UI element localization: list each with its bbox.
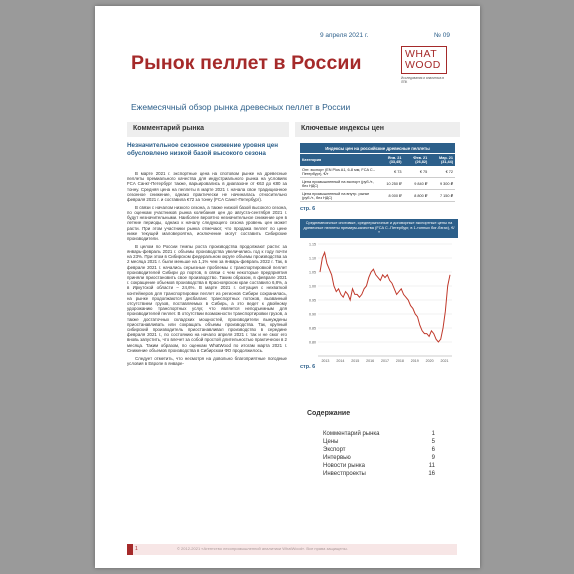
page-title: Рынок пеллет в России bbox=[131, 52, 362, 74]
logo-box bbox=[401, 46, 447, 74]
toc-item-page: 6 bbox=[431, 447, 435, 453]
toc-item-label: Интервью bbox=[323, 455, 351, 461]
toc-item[interactable] bbox=[323, 454, 435, 462]
table-cell: 9 840 ₽ bbox=[404, 178, 430, 190]
toc-item[interactable] bbox=[323, 470, 435, 478]
x-tick-label: 2015 bbox=[351, 359, 360, 363]
whatwood-logo bbox=[401, 46, 447, 100]
logo-line1: WHAT bbox=[405, 48, 438, 60]
y-tick-label: 1.05 bbox=[309, 270, 316, 275]
body-paragraph: Следует отметить, что несмотря на довольно благоприятные погодные условия в Европе в январе- bbox=[127, 355, 287, 366]
y-tick-label: 0.85 bbox=[309, 326, 316, 331]
toc-item-page: 11 bbox=[428, 463, 435, 469]
x-tick-label: 2017 bbox=[381, 359, 389, 363]
series-line bbox=[320, 252, 450, 342]
lede-heading: Незначительное сезонное снижение уровня цен обусловлено низкой базой высокого сезона bbox=[127, 142, 279, 157]
price-table bbox=[300, 154, 455, 202]
table-cell: 10 250 ₽ bbox=[378, 178, 404, 190]
table-header: Категория bbox=[300, 154, 378, 166]
chart-title: Среднемесячные спотовые, среднерыночные и договорные экспортные цены на древесные пеллеты премиум-качества (FCA С.-Петербург, в 1-тонных биг-бэгах), €/т bbox=[300, 219, 458, 238]
table-caption: стр. 6 bbox=[300, 206, 316, 212]
chart-caption: стр. 6 bbox=[300, 364, 316, 370]
table-row bbox=[300, 178, 455, 190]
toc-item-label: Новости рынка bbox=[323, 463, 365, 469]
table-row bbox=[300, 190, 455, 202]
toc-item[interactable] bbox=[323, 430, 435, 438]
body-paragraph: В связи с началом низкого сезона, а также низкой базой высокого сезона, по оценкам участников рынка колебания цен до августа-сентября 2021 г. будут незначительными. Наиболее вероятно незначительное снижение цен в летние периоды, однако к началу следующего сезона уровень цен может расти. При этом участники рынка отмечают, что продажа пеллет по цене ниже текущей маловероятна, исключение могут составить Сибирские производители. bbox=[127, 204, 287, 242]
table-header: Янв. 21 (33,45) bbox=[378, 154, 404, 166]
toc-item-page: 9 bbox=[431, 455, 435, 461]
page-footer bbox=[127, 544, 457, 555]
chart-plot bbox=[300, 238, 458, 369]
table-cell: Опт. экспорт (EN Plus A1, 6-8 мм, FCA С.-Петербург), €/т bbox=[300, 166, 378, 178]
issue-date: 9 апреля 2021 г. bbox=[320, 32, 369, 39]
body-paragraph: В марте 2021 г. экспортные цена на спотовом рынке на древесные пеллеты премиального качества для индустриального рынка на условиях FCA Санкт-Петербург также, варьировались в диапазоне от €63 до €80 за тонну. Средняя цена на пеллеты в марте 2021 г. начала свое традиционное сезонное снижение, однако практически не начиналась относительно февраля 2021 г. и составила €72 за тонну (FCA Санкт-Петербург). bbox=[127, 171, 287, 203]
y-tick-label: 0.80 bbox=[309, 340, 316, 345]
x-tick-label: 2014 bbox=[336, 359, 345, 363]
price-chart bbox=[300, 219, 458, 369]
y-tick-label: 1.15 bbox=[309, 242, 316, 247]
logo-line2: WOOD bbox=[405, 59, 441, 71]
x-tick-label: 2021 bbox=[440, 359, 449, 363]
table-cell: 9 300 ₽ bbox=[429, 178, 455, 190]
section-header-market-comment: Комментарий рынка bbox=[127, 122, 289, 137]
x-tick-label: 2013 bbox=[321, 359, 330, 363]
table-cell: € 73 bbox=[378, 166, 404, 178]
toc-item-label: Инвестпроекты bbox=[323, 471, 366, 477]
toc-item[interactable] bbox=[323, 462, 435, 470]
y-tick-label: 1.10 bbox=[309, 256, 316, 261]
copyright-text: © 2012-2021 «Агентство лесопромышленной аналитики WhatWood». Все права защищены. bbox=[177, 546, 348, 551]
x-tick-label: 2018 bbox=[395, 359, 404, 363]
y-tick-label: 1.00 bbox=[309, 284, 316, 289]
page-number: 1 bbox=[135, 546, 138, 552]
table-cell: € 72 bbox=[429, 166, 455, 178]
table-header: Фев. 21 (26,82) bbox=[404, 154, 430, 166]
price-table-title: Индексы цен на российские древесные пеллеты bbox=[300, 143, 455, 153]
x-tick-label: 2020 bbox=[425, 359, 434, 363]
toc-item[interactable] bbox=[323, 446, 435, 454]
table-row bbox=[300, 166, 455, 178]
y-tick-label: 0.90 bbox=[309, 312, 316, 317]
article-body bbox=[127, 171, 287, 369]
section-header-price-indices: Ключевые индексы цен bbox=[295, 122, 460, 137]
body-paragraph: В целом по России темпы роста производства продолжают расти: за январь-февраль 2021 г. объемы производства увеличились год к году почти на 23%. При этом в Сибирском федеральном округе объемы производства за 2 месяца 2021 г. были меньше на 1,1% чем за январь-февраль 2022 г. Так, в феврале 2021 г. начались серьезные проблемы с транспортировкой пеллет производителей Сибири до портов, в связи с чем некоторые предприятия приняли приостановить свое производство. Таким образом, в феврале 2021 г. сокращение объемов производства в Красноярском крае составило 6,8%, а в Иркутской области – 24,6%. В марте 2021 г. ситуация с нехваткой контейнеров для транспортировки пеллет из регионов Сибири сохранилась, на рынке продолжаются дисбаланс транспортных потоков, вызванный отсутствием грузов, поставляемых в Сибирь, а это ведет к двойному удорожанию транспортных услуг, что является неподъемным для производителей пеллет. В отсутствии возможности транспортировки грузов, а также достаточных складских мощностей, производители вынуждены приостанавливать или сокращать объемы производства. Так, крупный сибирский производитель приостанавливал производство в середине февраля 2021 г., по состоянию на начало апреля 2021 г. так и не смог его вновь запустить, что влечет за собой простой длительностью практически в 2 месяца. Таким образом, по оценкам WhatWood по итогам марта 2021 г. Снижение объемов производства в Сибирском ФО продолжилось. bbox=[127, 243, 287, 353]
table-header-row bbox=[300, 154, 455, 166]
table-cell: € 75 bbox=[404, 166, 430, 178]
table-cell: 7 150 ₽ bbox=[429, 190, 455, 202]
toc-item-page: 16 bbox=[428, 471, 435, 477]
table-cell: Цена промышленный на внутр. рынке (руб./т., без НДС) bbox=[300, 190, 378, 202]
x-tick-label: 2016 bbox=[366, 359, 375, 363]
toc-item-page: 1 bbox=[431, 431, 435, 437]
issue-number: № 09 bbox=[434, 32, 451, 39]
toc-item-label: Комментарий рынка bbox=[323, 431, 380, 437]
report-page bbox=[95, 6, 480, 568]
logo-tagline: Исследования и аналитика в ЛПК bbox=[401, 76, 444, 84]
x-tick-label: 2019 bbox=[410, 359, 419, 363]
table-cell: Цена промышленный на экспорт (руб./т., без НДС) bbox=[300, 178, 378, 190]
toc-title: Содержание bbox=[307, 410, 351, 417]
table-of-contents bbox=[323, 430, 435, 478]
y-tick-label: 0.95 bbox=[309, 298, 316, 303]
table-header: Мар. 21 (31,44) bbox=[429, 154, 455, 166]
toc-item-page: 5 bbox=[431, 439, 435, 445]
page-subtitle: Ежемесячный обзор рынка древесных пеллет в России bbox=[131, 102, 351, 112]
toc-item-label: Экспорт bbox=[323, 447, 346, 453]
table-cell: 8 000 ₽ bbox=[378, 190, 404, 202]
toc-item[interactable] bbox=[323, 438, 435, 446]
toc-item-label: Цены bbox=[323, 439, 339, 445]
table-cell: 8 800 ₽ bbox=[404, 190, 430, 202]
